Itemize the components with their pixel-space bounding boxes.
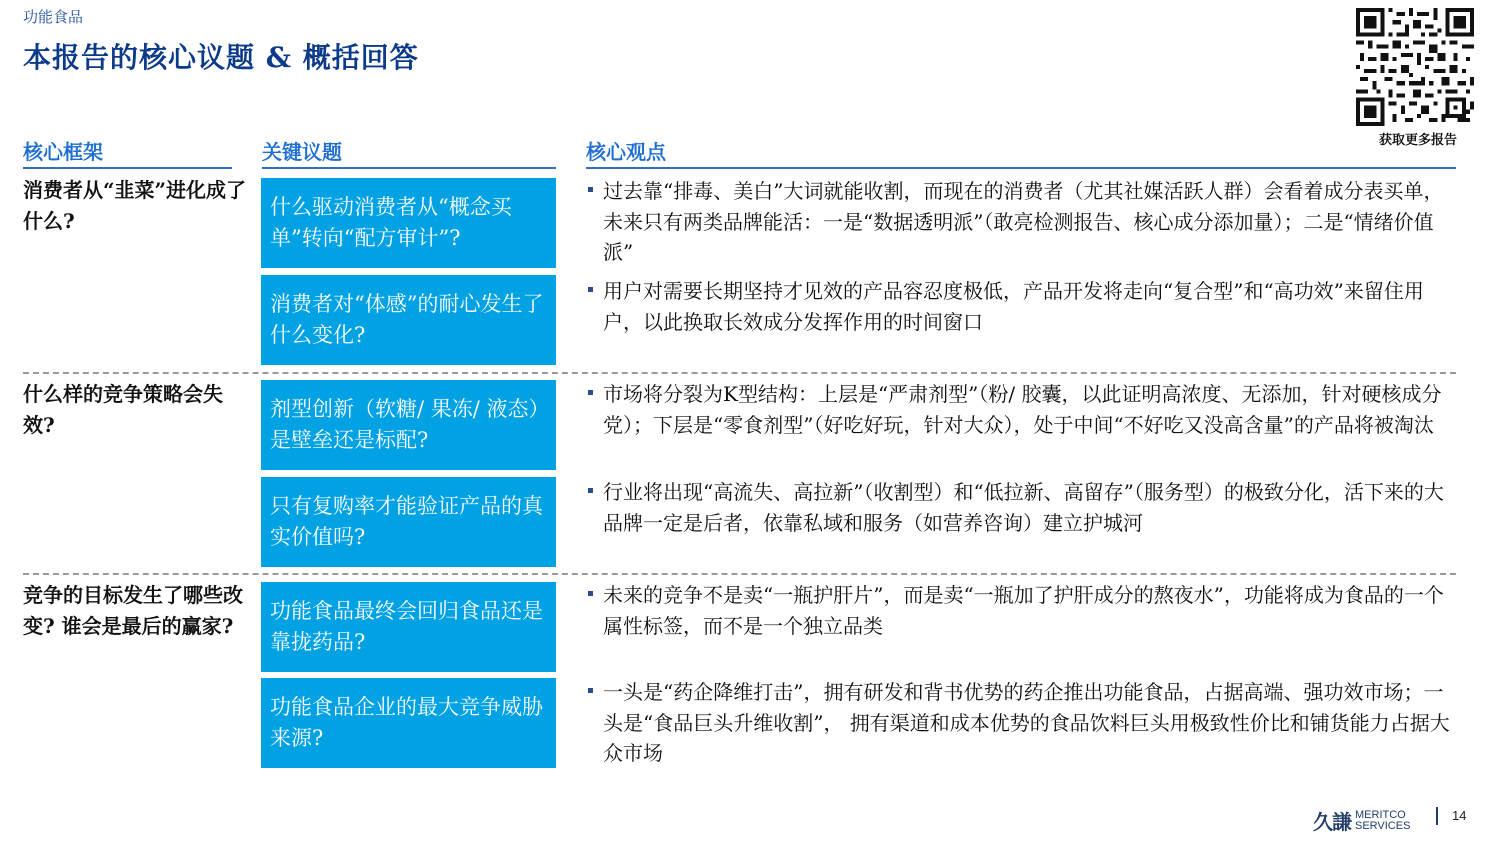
column-header-views: 核心观点 bbox=[586, 136, 1456, 169]
key-point: 过去靠“排毒、美白”大词就能收割，而现在的消费者（尤其社媒活跃人群）会看着成分表买单，未来只有两类品牌能活：一是“数据透明派”（敢亮检测报告、核心成分添加量）；二是“情绪价值派” bbox=[586, 176, 1458, 268]
question-box: 功能食品最终会回归食品还是靠拢药品? bbox=[261, 582, 556, 672]
framework-row-2: 什么样的竞争策略会失效? bbox=[23, 382, 223, 437]
logo-cn-text: 久謙 bbox=[1313, 810, 1351, 834]
key-point: 市场将分裂为K型结构：上层是“严肃剂型”（粉/ 胶囊，以此证明高浓度、无添加，针对硬核成分党）；下层是“零食剂型”（好吃好玩，针对大众），处于中间“不好吃又没高含量”的产品将被淘汰 bbox=[586, 379, 1458, 440]
key-point: 未来的竞争不是卖“一瓶护肝片”，而是卖“一瓶加了护肝成分的熬夜水”，功能将成为食品的一个属性标签，而不是一个独立品类 bbox=[586, 580, 1458, 641]
question-box: 什么驱动消费者从“概念买单”转向“配方审计”? bbox=[261, 178, 556, 268]
qr-code-icon bbox=[1356, 8, 1474, 126]
page-title: 本报告的核心议题 & 概括回答 bbox=[23, 41, 419, 74]
key-point: 用户对需要长期坚持才见效的产品容忍度极低，产品开发将走向“复合型”和“高功效”来留住用户，以此换取长效成分发挥作用的时间窗口 bbox=[586, 276, 1458, 337]
column-header-framework: 核心框架 bbox=[23, 136, 232, 169]
logo-en-line-1: MERITCO bbox=[1355, 808, 1406, 821]
framework-row-1: 消费者从“韭菜”进化成了什么? bbox=[23, 178, 247, 233]
key-point: 行业将出现“高流失、高拉新”（收割型）和“低拉新、高留存”（服务型）的极致分化，活下来的大品牌一定是后者，依靠私域和服务（如营养咨询）建立护城河 bbox=[586, 477, 1458, 538]
column-header-issues: 关键议题 bbox=[262, 136, 556, 169]
key-point: 一头是“药企降维打击”，拥有研发和背书优势的药企推出功能食品，占据高端、强功效市场；一头是“食品巨头升维收割”， 拥有渠道和成本优势的食品饮料巨头用极致性价比和铺货能力占据大众市场 bbox=[586, 677, 1458, 769]
framework-row-3: 竞争的目标发生了哪些改变? 谁会是最后的赢家? bbox=[23, 583, 243, 638]
question-box: 功能食品企业的最大竞争威胁来源? bbox=[261, 678, 556, 768]
row-divider bbox=[23, 372, 1456, 374]
question-box: 剂型创新（软糖/ 果冻/ 液态）是壁垒还是标配? bbox=[261, 380, 556, 470]
section-tag: 功能食品 bbox=[23, 8, 84, 26]
company-logo bbox=[1313, 806, 1410, 835]
logo-en-text bbox=[1355, 810, 1410, 832]
page-number: 14 bbox=[1452, 808, 1467, 823]
logo-en-line-2: SERVICES bbox=[1355, 819, 1411, 832]
question-box: 消费者对“体感”的耐心发生了什么变化? bbox=[261, 275, 556, 365]
row-divider bbox=[23, 573, 1456, 575]
question-box: 只有复购率才能验证产品的真实价值吗? bbox=[261, 477, 556, 567]
qr-caption: 获取更多报告 bbox=[1378, 133, 1457, 148]
footer-separator bbox=[1436, 807, 1438, 825]
